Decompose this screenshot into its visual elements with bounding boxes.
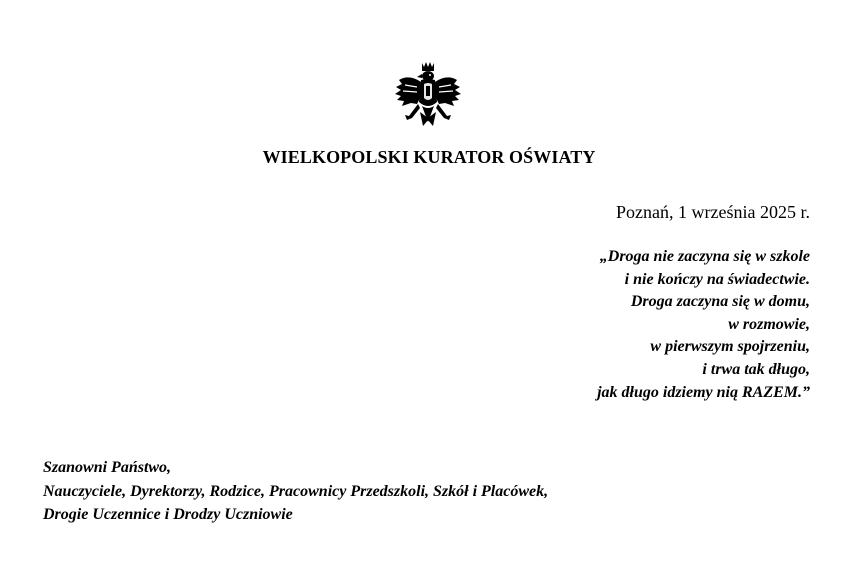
date-line: Poznań, 1 września 2025 r. — [616, 202, 810, 222]
motto-line: „Droga nie zaczyna się w szkole — [599, 248, 810, 265]
salutation-line: Nauczyciele, Dyrektorzy, Rodzice, Pracownicy Przedszkoli, Szkół i Placówek, — [43, 482, 549, 500]
salutation — [43, 456, 548, 527]
motto-line: w rozmowie, — [728, 315, 810, 333]
motto-line: i trwa tak długo, — [702, 360, 810, 378]
motto-line: w pierwszym spojrzeniu, — [650, 338, 810, 356]
salutation-line: Szanowni Państwo, — [43, 459, 172, 476]
polish-eagle-icon — [393, 60, 463, 132]
motto-line: Droga zaczyna się w domu, — [630, 293, 810, 311]
motto-quote — [597, 246, 810, 404]
motto-line: i nie kończy na świadectwie. — [624, 270, 810, 288]
motto-line: jak długo idziemy nią RAZEM.” — [597, 383, 810, 401]
page-title: WIELKOPOLSKI KURATOR OŚWIATY — [262, 147, 596, 167]
salutation-line: Drogie Uczennice i Drodzy Uczniowie — [43, 506, 293, 523]
